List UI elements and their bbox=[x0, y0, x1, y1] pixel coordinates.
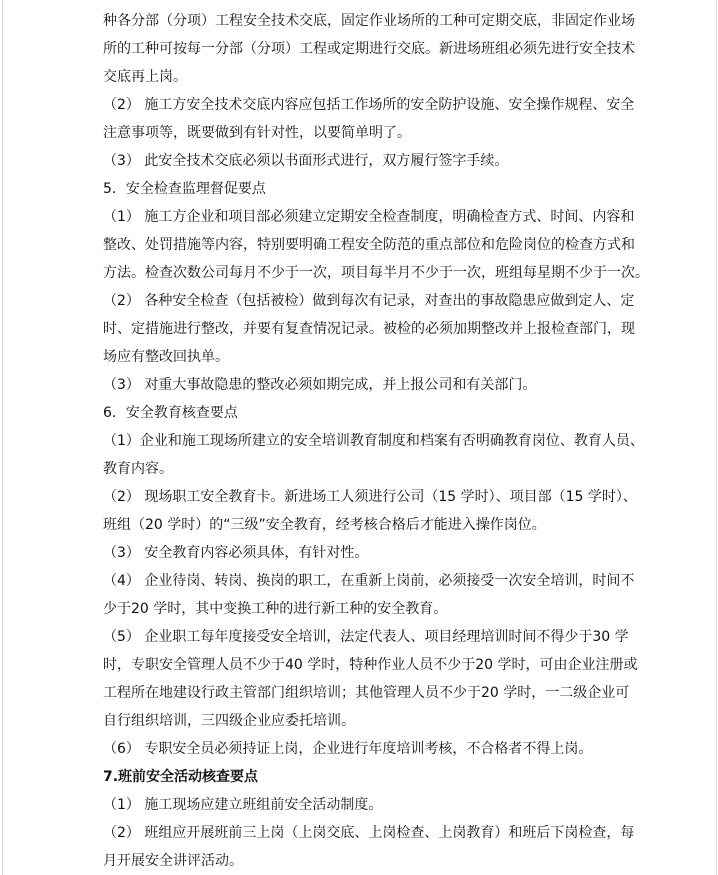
text-line: 时、定措施进行整改，并要有复查情况记录。被检的必须加期整改并上报检查部门，现 bbox=[103, 321, 635, 337]
list-item-3: （3） 安全教育内容必须具体，有针对性。 bbox=[103, 545, 369, 561]
text-line: 自行组织培训，三四级企业应委托培训。 bbox=[103, 713, 355, 729]
list-item-1: （1）企业和施工现场所建立的安全培训教育制度和档案有否明确教育岗位、教育人员、 bbox=[103, 433, 644, 449]
text-line: 注意事项等，既要做到有针对性，以要简单明了。 bbox=[103, 125, 411, 141]
text-line: 所的工种可按每一分部（分项）工程或定期进行交底。新进场班组必须先进行安全技术 bbox=[103, 41, 635, 57]
text-line: 月开展安全讲评活动。 bbox=[103, 853, 243, 869]
text-line: 种各分部（分项）工程安全技术交底，固定作业场所的工种可定期交底，非固定作业场 bbox=[103, 13, 635, 29]
list-item-3: （3） 对重大事故隐患的整改必须如期完成，并上报公司和有关部门。 bbox=[103, 377, 537, 393]
text-line: 交底再上岗。 bbox=[103, 69, 187, 85]
text-line: 整改、处罚措施等内容，特别要明确工程安全防范的重点部位和危险岗位的检查方式和 bbox=[103, 237, 635, 253]
list-item-4: （4） 企业待岗、转岗、换岗的职工，在重新上岗前，必须接受一次安全培训，时间不 bbox=[103, 573, 635, 589]
text-line: 工程所在地建设行政主管部门组织培训；其他管理人员不少于20 学时，一二级企业可 bbox=[103, 685, 630, 701]
section-heading-6: 6．安全教育核查要点 bbox=[103, 405, 238, 421]
text-line: 少于20 学时，其中变换工种的进行新工种的安全教育。 bbox=[103, 601, 448, 617]
section-heading-5: 5．安全检查监理督促要点 bbox=[103, 181, 266, 197]
list-item-6: （6） 专职安全员必须持证上岗，企业进行年度培训考核，不合格者不得上岗。 bbox=[103, 741, 593, 757]
section-heading-7: 7.班前安全活动核查要点 bbox=[103, 769, 259, 785]
text-line: 时，专职安全管理人员不少于40 学时，特种作业人员不少于20 学时，可由企业注册或 bbox=[103, 657, 638, 673]
page-right-edge bbox=[716, 0, 717, 875]
list-item-1: （1） 施工方企业和项目部必须建立定期安全检查制度，明确检查方式、时间、内容和 bbox=[103, 209, 635, 225]
list-item-2: （2） 各种安全检查（包括被检）做到每次有记录，对查出的事故隐患应做到定人、定 bbox=[103, 293, 635, 309]
list-item-5: （5） 企业职工每年度接受安全培训，法定代表人、项目经理培训时间不得少于30 学 bbox=[103, 629, 629, 645]
list-item-2: （2） 班组应开展班前三上岗（上岗交底、上岗检查、上岗教育）和班后下岗检查，每 bbox=[103, 825, 635, 841]
text-line: 方法。检查次数公司每月不少于一次，项目每半月不少于一次，班组每星期不少于一次。 bbox=[103, 265, 649, 281]
list-item-2: （2） 施工方安全技术交底内容应包括工作场所的安全防护设施、安全操作规程、安全 bbox=[103, 97, 635, 113]
text-line: 场应有整改回执单。 bbox=[103, 349, 229, 365]
page-left-edge bbox=[2, 0, 3, 875]
document-body bbox=[103, 7, 649, 875]
text-line: 教育内容。 bbox=[103, 461, 173, 477]
list-item-2: （2） 现场职工安全教育卡。新进场工人须进行公司（15 学时）、项目部（15 学时）、 bbox=[103, 489, 637, 505]
list-item-1: （1） 施工现场应建立班组前安全活动制度。 bbox=[103, 797, 383, 813]
text-line: 班组（20 学时）的“三级”安全教育，经考核合格后才能进入操作岗位。 bbox=[103, 517, 546, 533]
list-item-3: （3） 此安全技术交底必须以书面形式进行，双方履行签字手续。 bbox=[103, 153, 509, 169]
